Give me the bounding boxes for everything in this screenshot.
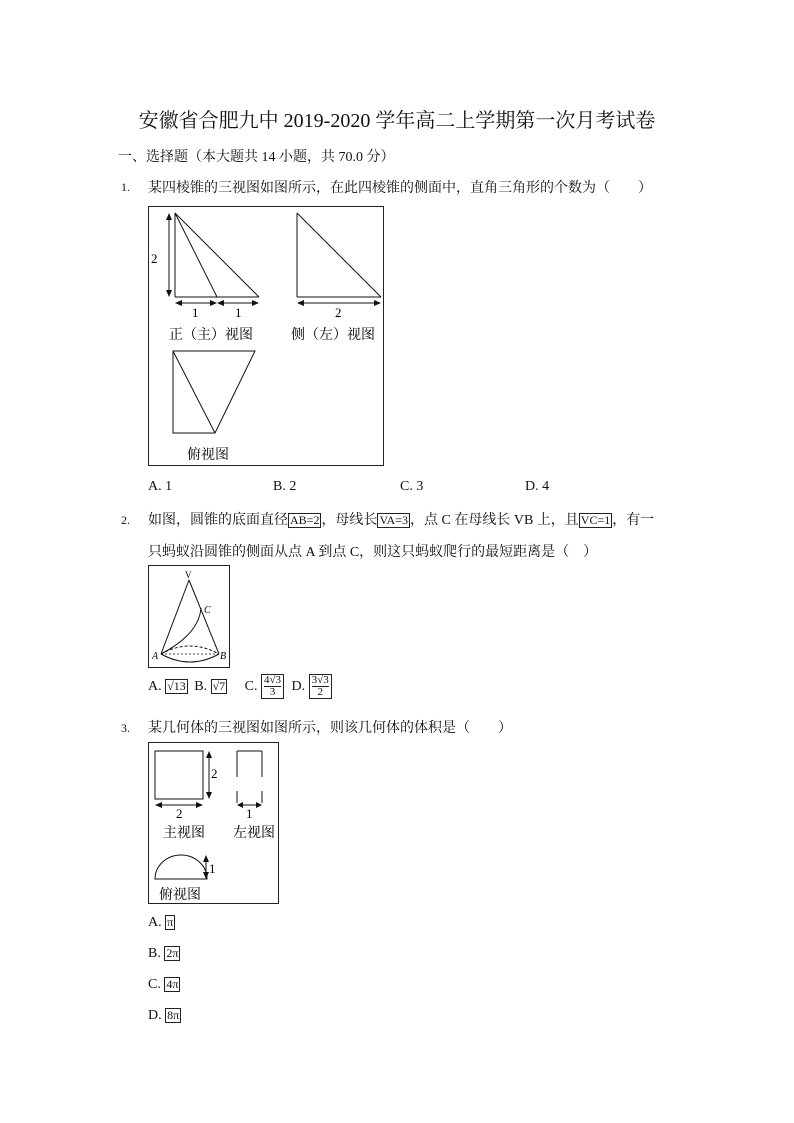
q3-height-label: 2 bbox=[211, 766, 218, 781]
q2-line1-part-c: ，点 C 在母线长 VB 上，且 bbox=[410, 513, 579, 528]
q1-height-label: 2 bbox=[151, 251, 158, 266]
q3-figure-drawing bbox=[149, 743, 278, 903]
q2-options-row bbox=[148, 674, 332, 699]
q3-front-base-label: 2 bbox=[176, 806, 183, 821]
q2-option-a[interactable] bbox=[148, 679, 188, 694]
q3-option-c[interactable] bbox=[148, 977, 180, 993]
page-title: 安徽省合肥九中 2019-2020 学年高二上学期第一次月考试卷 bbox=[138, 110, 656, 132]
q1-three-view-figure bbox=[148, 206, 384, 466]
q3-option-a[interactable] bbox=[148, 915, 175, 931]
q2-option-a-value: √13 bbox=[167, 678, 186, 693]
q2-option-b-letter: B. bbox=[194, 678, 208, 694]
q1-base-right-label: 1 bbox=[235, 305, 242, 320]
q2-line1 bbox=[148, 509, 654, 529]
q3-three-view-figure bbox=[148, 742, 279, 904]
q3-option-b-letter: B. bbox=[148, 946, 161, 961]
q2-option-a-letter: A. bbox=[148, 678, 162, 694]
q2-option-d[interactable] bbox=[291, 674, 332, 698]
q2-label-b: B bbox=[220, 651, 227, 662]
q2-formula-va: VA=3 bbox=[379, 513, 408, 527]
q1-number: 1. bbox=[121, 180, 130, 194]
q2-option-d-denominator: 2 bbox=[317, 686, 323, 698]
q2-option-c-numerator: 4√3 bbox=[264, 674, 282, 686]
q2-label-c: C bbox=[204, 605, 211, 616]
q2-line1-part-b: ，母线长 bbox=[321, 513, 378, 528]
q3-side-base-label: 1 bbox=[246, 806, 253, 821]
q3-top-caption: 俯视图 bbox=[159, 888, 201, 903]
q2-option-c-fraction bbox=[261, 674, 284, 699]
q2-formula-vc: VC=1 bbox=[580, 513, 611, 527]
q2-line1-part-a: 如图，圆锥的底面直径 bbox=[148, 513, 288, 528]
section-heading: 一、选择题（本大题共 14 小题，共 70.0 分） bbox=[118, 150, 395, 165]
q1-option-b[interactable]: B. 2 bbox=[273, 479, 297, 494]
q2-label-v: V bbox=[185, 570, 192, 580]
q3-option-d-letter: D. bbox=[148, 1008, 162, 1023]
q3-option-c-value: 4π bbox=[166, 977, 179, 991]
q1-side-caption: 侧（左）视图 bbox=[291, 328, 375, 343]
q1-top-caption: 俯视图 bbox=[187, 448, 229, 463]
q3-front-caption: 主视图 bbox=[163, 826, 205, 841]
q2-line2: 只蚂蚁沿圆锥的侧面从点 A 到点 C，则这只蚂蚁爬行的最短距离是（ ） bbox=[148, 545, 598, 560]
q3-option-b[interactable] bbox=[148, 946, 180, 962]
q1-figure-drawing bbox=[149, 207, 383, 465]
q1-option-c[interactable]: C. 3 bbox=[400, 479, 424, 494]
q2-label-a: A bbox=[152, 651, 159, 662]
q2-option-b-value: √7 bbox=[212, 678, 226, 693]
q1-side-base-label: 2 bbox=[335, 305, 342, 320]
q3-number: 3. bbox=[121, 721, 130, 735]
q3-option-d[interactable] bbox=[148, 1008, 181, 1024]
q2-cone-drawing bbox=[149, 566, 229, 667]
q2-option-d-letter: D. bbox=[291, 678, 306, 694]
q2-formula-ab: AB=2 bbox=[290, 513, 320, 527]
q2-option-c[interactable] bbox=[244, 674, 284, 698]
q3-text: 某几何体的三视图如图所示，则该几何体的体积是（ ） bbox=[148, 721, 512, 736]
q2-option-b[interactable] bbox=[194, 679, 227, 694]
q3-option-c-letter: C. bbox=[148, 977, 161, 992]
q2-option-c-letter: C. bbox=[244, 678, 258, 694]
q1-text: 某四棱锥的三视图如图所示，在此四棱锥的侧面中，直角三角形的个数为（ ） bbox=[148, 181, 652, 196]
q3-option-b-value: 2π bbox=[166, 946, 179, 960]
q3-option-a-letter: A. bbox=[148, 915, 162, 930]
q2-number: 2. bbox=[121, 513, 130, 527]
q1-option-a[interactable]: A. 1 bbox=[148, 479, 173, 494]
q2-option-d-numerator: 3√3 bbox=[311, 674, 329, 686]
q2-option-c-denominator: 3 bbox=[269, 686, 276, 698]
q3-side-caption: 左视图 bbox=[233, 826, 275, 841]
q2-cone-figure bbox=[148, 565, 230, 668]
q1-option-d[interactable]: D. 4 bbox=[525, 479, 550, 494]
q1-front-caption: 正（主）视图 bbox=[169, 328, 253, 343]
q3-option-d-value: 8π bbox=[167, 1008, 180, 1022]
q3-top-height-label: 1 bbox=[209, 861, 216, 876]
q2-line1-part-d: ，有一 bbox=[612, 513, 655, 528]
q2-option-d-fraction bbox=[309, 674, 332, 699]
q3-option-a-value: π bbox=[167, 915, 174, 929]
q1-base-left-label: 1 bbox=[192, 305, 199, 320]
